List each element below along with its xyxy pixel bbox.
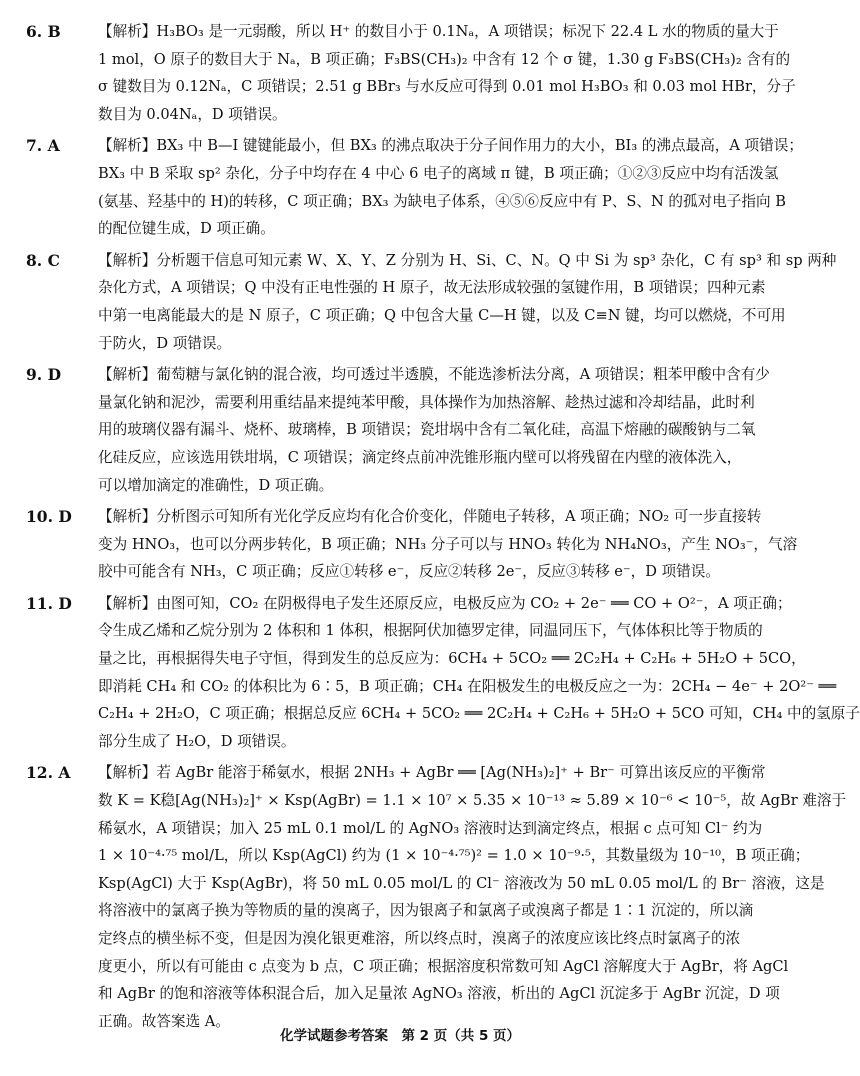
explanation (98, 503, 798, 586)
answer-item (26, 590, 860, 756)
explanation-line: 于防火，D 项错误。 (98, 334, 232, 352)
explanation-line: 1 mol，O 原子的数目大于 Nₐ，B 项正确；F₃BS(CH₃)₂ 中含有 12 个 σ 键，1.30 g F₃BS(CH₃)₂ 含有的 (98, 50, 791, 68)
explanation-line: 中第一电离能最大的是 N 原子，C 项正确；Q 中包含大量 C—H 键，以及 C≡N 键，均可以燃烧，不可用 (98, 306, 786, 324)
explanation-line: Ksp(AgCl) 大于 Ksp(AgBr)，将 50 mL 0.05 mol/L 的 Cl⁻ 溶液改为 50 mL 0.05 mol/L 的 Br⁻ 溶液，这是 (98, 874, 825, 892)
question-number: 12. A (26, 763, 71, 783)
explanation-line: 度更小，所以有可能由 c 点变为 b 点，C 项正确；根据溶度积常数可知 AgCl 溶解度大于 AgBr，将 AgCl (98, 957, 789, 975)
explanation-line: 部分生成了 H₂O，D 项错误。 (98, 732, 296, 750)
explanation-line: σ 键数目为 0.12Nₐ，C 项错误；2.51 g BBr₃ 与水反应可得到 0.01 mol H₃BO₃ 和 0.03 mol HBr，分子 (98, 78, 796, 96)
explanation-line: 数目为 0.04Nₐ，D 项错误。 (98, 105, 287, 123)
explanation (98, 759, 847, 1035)
answer-item (26, 247, 837, 357)
explanation-line: 令生成乙烯和乙烷分别为 2 体积和 1 体积，根据阿伏加德罗定律，同温同压下，气体体积比等于物质的 (98, 622, 763, 640)
explanation-line: 稀氨水，A 项错误；加入 25 mL 0.1 mol/L 的 AgNO₃ 溶液时达到滴定终点，根据 c 点可知 Cl⁻ 约为 (98, 819, 763, 837)
explanation-line: 定终点的横坐标不变，但是因为溴化银更难溶，所以终点时，溴离子的浓度应该比终点时氯离子的浓 (98, 930, 741, 947)
explanation-line: 化硅反应，应该选用铁坩埚，C 项错误；滴定终点前冲洗锥形瓶内壁可以将残留在内壁的液体洗入， (98, 448, 742, 466)
explanation (98, 18, 796, 128)
explanation-line: 1 × 10⁻⁴·⁷⁵ mol/L，所以 Ksp(AgCl) 约为 (1 × 10⁻⁴·⁷⁵)² = 1.0 × 10⁻⁹·⁵，其数量级为 10⁻¹⁰，B 项正确； (98, 847, 810, 865)
question-number: 8. C (26, 250, 60, 270)
explanation-line: 可以增加滴定的准确性，D 项正确。 (98, 476, 334, 494)
explanation-line: 【解析】分析图示可知所有光化学反应均有化合价变化，伴随电子转移，A 项正确；NO₂ 可一步直接转 (98, 508, 762, 526)
explanation-line: 胶中可能含有 NH₃，C 项正确；反应①转移 e⁻，反应②转移 2e⁻，反应③转移 e⁻，D 项错误。 (98, 563, 720, 581)
explanation (98, 361, 770, 499)
answer-item (26, 361, 770, 499)
answer-item (26, 132, 803, 242)
explanation-line: 【解析】分析题干信息可知元素 W、X、Y、Z 分别为 H、Si、C、N。Q 中 Si 为 sp³ 杂化，C 有 sp³ 和 sp 两种 (98, 251, 837, 269)
explanation-line: 【解析】若 AgBr 能溶于稀氨水，根据 2NH₃ + AgBr ══ [Ag(NH₃)₂]⁺ + Br⁻ 可算出该反应的平衡常 (98, 764, 766, 782)
page-footer: 化学试题参考答案 第 2 页（共 5 页） (279, 1028, 521, 1044)
answer-item (26, 503, 798, 586)
explanation-line: 用的玻璃仪器有漏斗、烧杯、玻璃棒，B 项错误；瓷坩埚中含有二氧化硅，高温下熔融的碳酸钠与二氧 (98, 421, 756, 439)
question-number: 6. B (26, 22, 61, 41)
explanation-line: 即消耗 CH₄ 和 CO₂ 的体积比为 6∶5，B 项正确；CH₄ 在阳极发生的电极反应之一为：2CH₄ − 4e⁻ + 2O²⁻ ══ (98, 677, 837, 695)
explanation-line: (氨基、羟基中的 H)的转移，C 项正确；BX₃ 为缺电子体系，④⑤⑥反应中有 P、S、N 的孤对电子指向 B (98, 192, 786, 210)
answer-list (26, 18, 860, 1035)
explanation-line: 正确。故答案选 A。 (98, 1012, 230, 1030)
explanation (98, 590, 860, 756)
explanation-line: 杂化方式，A 项错误；Q 中没有正电性强的 H 原子，故无法形成较强的氢键作用，B 项错误；四种元素 (98, 279, 766, 297)
question-number: 11. D (26, 593, 72, 613)
explanation-line: 和 AgBr 的饱和溶液等体积混合后，加入足量浓 AgNO₃ 溶液，析出的 AgCl 沉淀多于 AgBr 沉淀，D 项 (98, 985, 780, 1003)
question-number: 7. A (26, 136, 60, 156)
explanation (98, 247, 837, 357)
explanation-line: 量氯化钠和泥沙，需要利用重结晶来提纯苯甲酸，具体操作为加热溶解、趁热过滤和冷却结晶，此时利 (98, 393, 755, 411)
explanation-line: 数 K = K稳[Ag(NH₃)₂]⁺ × Ksp(AgBr) = 1.1 × 10⁷ × 5.35 × 10⁻¹³ ≈ 5.89 × 10⁻⁶ < 10⁻⁵，故 AgBr 难溶于 (98, 792, 847, 810)
explanation-line: 的配位键生成，D 项正确。 (98, 220, 275, 238)
explanation-line: C₂H₄ + 2H₂O，C 项正确；根据总反应 6CH₄ + 5CO₂ ══ 2C₂H₄ + C₂H₆ + 5H₂O + 5CO 可知，CH₄ 中的氢原子 (98, 705, 860, 723)
explanation (98, 132, 803, 242)
explanation-line: 将溶液中的氯离子换为等物质的量的溴离子，因为银离子和氯离子或溴离子都是 1∶1 沉淀的，所以滴 (98, 902, 754, 920)
explanation-line: BX₃ 中 B 采取 sp² 杂化，分子中均存在 4 中心 6 电子的离域 π 键，B 项正确；①②③反应中均有活泼氢 (98, 164, 779, 182)
explanation-line: 【解析】BX₃ 中 B—I 键键能最小，但 BX₃ 的沸点取决于分子间作用力的大小，BI₃ 的沸点最高，A 项错误； (98, 137, 803, 155)
explanation-line: 【解析】H₃BO₃ 是一元弱酸，所以 H⁺ 的数目小于 0.1Nₐ，A 项错误；标况下 22.4 L 水的物质的量大于 (98, 23, 779, 40)
question-number: 9. D (26, 365, 62, 385)
explanation-line: 【解析】由图可知，CO₂ 在阴极得电子发生还原反应，电极反应为 CO₂ + 2e⁻ ══ CO + O²⁻，A 项正确； (98, 594, 792, 612)
answer-item (26, 18, 796, 128)
answer-item (26, 759, 847, 1035)
explanation-line: 变为 HNO₃，也可以分两步转化，B 项正确；NH₃ 分子可以与 HNO₃ 转化为 NH₄NO₃，产生 NO₃⁻，气溶 (98, 535, 798, 553)
question-number: 10. D (26, 507, 72, 527)
explanation-line: 【解析】葡萄糖与氯化钠的混合液，均可透过半透膜，不能选渗析法分离，A 项错误；粗苯甲酸中含有少 (98, 366, 770, 384)
explanation-line: 量之比，再根据得失电子守恒，得到发生的总反应为：6CH₄ + 5CO₂ ══ 2C₂H₄ + C₂H₆ + 5H₂O + 5CO， (98, 650, 806, 668)
